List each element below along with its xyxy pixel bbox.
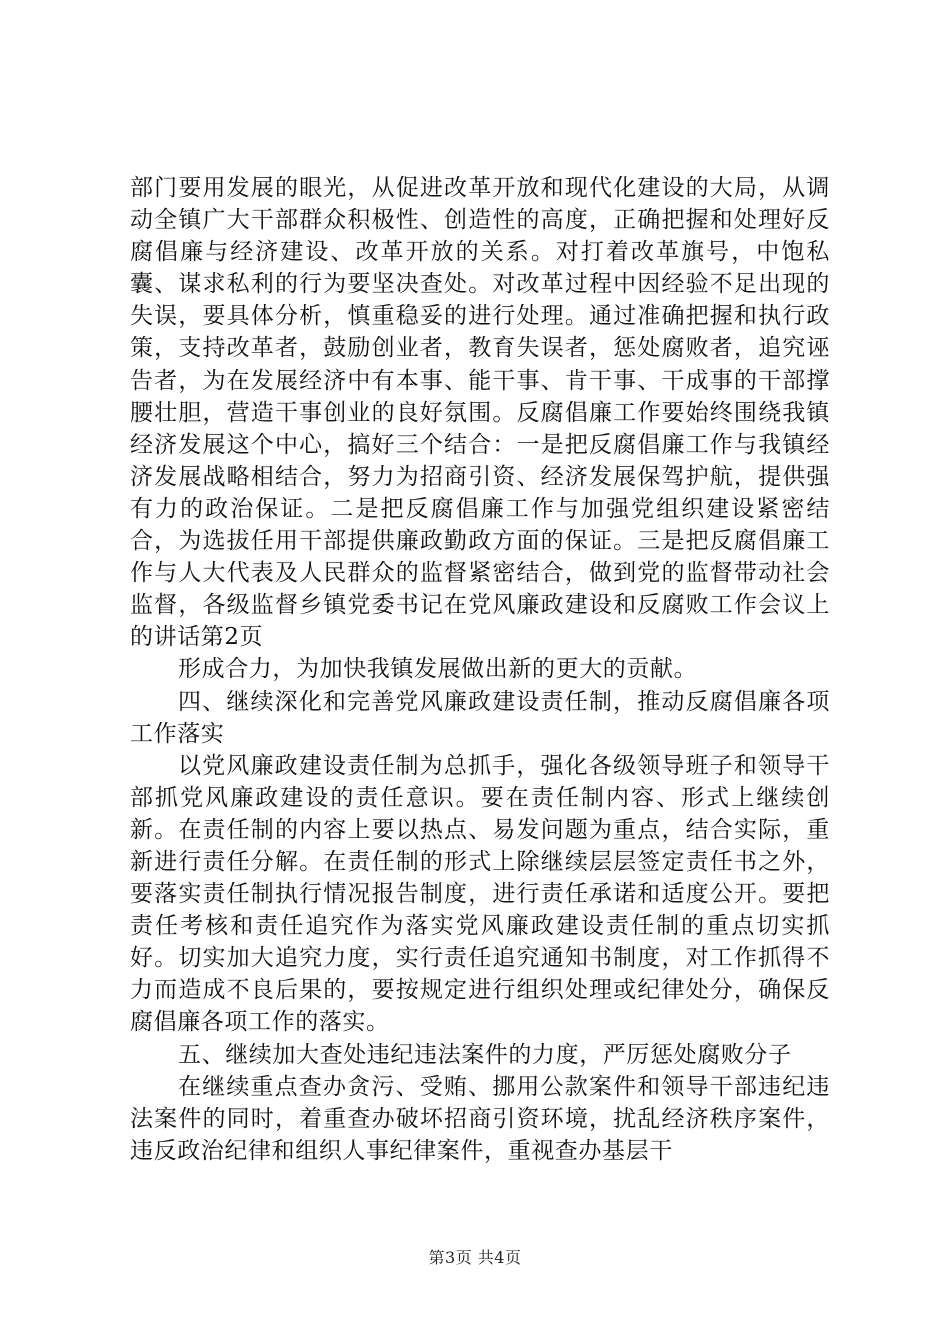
body-paragraph: 部门要用发展的眼光，从促进改革开放和现代化建设的大局，从调动全镇广大干部群众积极性、创造性的高度，正确把握和处理好反腐倡廉与经济建设、改革开放的关系。对打着改革旗号，中饱私囊、谋求私利的行为要坚决查处。对改革过程中因经验不足出现的失误，要具体分析，慎重稳妥的进行处理。通过准确把握和执行政策，支持改革者，鼓励创业者，教育失误者，惩处腐败者，追究诬告者，为在发展经济中有本事、能干事、肯干事、干成事的干部撑腰壮胆，营造干事创业的良好氛围。反腐倡廉工作要始终围绕我镇经济发展这个中心，搞好三个结合：一是把反腐倡廉工作与我镇经济发展战略相结合，努力为招商引资、经济发展保驾护航，提供强有力的政治保证。二是把反腐倡廉工作与加强党组织建设紧密结合，为选拔任用干部提供廉政勤政方面的保证。三是把反腐倡廉工作与人大代表及人民群众的监督紧密结合，做到党的监督带动社会监督，各级监督乡镇党委书记在党风廉政建设和反腐败工作会议上的讲话第2页	[130, 175, 830, 651]
page-footer	[0, 1245, 950, 1268]
page-number-label: 第3页 共4页	[428, 1248, 522, 1267]
body-paragraph: 以党风廉政建设责任制为总抓手，强化各级领导班子和领导干部抓党风廉政建设的责任意识。要在责任制内容、形式上继续创新。在责任制的内容上要以热点、易发问题为重点，结合实际，重新进行责任分解。在责任制的形式上除继续层层签定责任书之外，要落实责任制执行情况报告制度，进行责任承诺和适度公开。要把责任考核和责任追究作为落实党风廉政建设责任制的重点切实抓好。切实加大追究力度，实行责任追究通知书制度，对工作抓得不力而造成不良后果的，要按规定进行组织处理或纪律处分，确保反腐倡廉各项工作的落实。	[130, 752, 830, 1036]
section-heading: 四、继续深化和完善党风廉政建设责任制，推动反腐倡廉各项工作落实	[130, 688, 830, 747]
section-heading: 五、继续加大查处违纪违法案件的力度，严厉惩处腐败分子	[178, 1041, 792, 1068]
document-body	[130, 172, 830, 1167]
body-paragraph: 在继续重点查办贪污、受贿、挪用公款案件和领导干部违纪违法案件的同时，着重查办破坏招商引资环境，扰乱经济秩序案件，违反政治纪律和组织人事纪律案件，重视查办基层干	[130, 1073, 830, 1164]
body-paragraph: 形成合力，为加快我镇发展做出新的更大的贡献。	[178, 656, 698, 683]
